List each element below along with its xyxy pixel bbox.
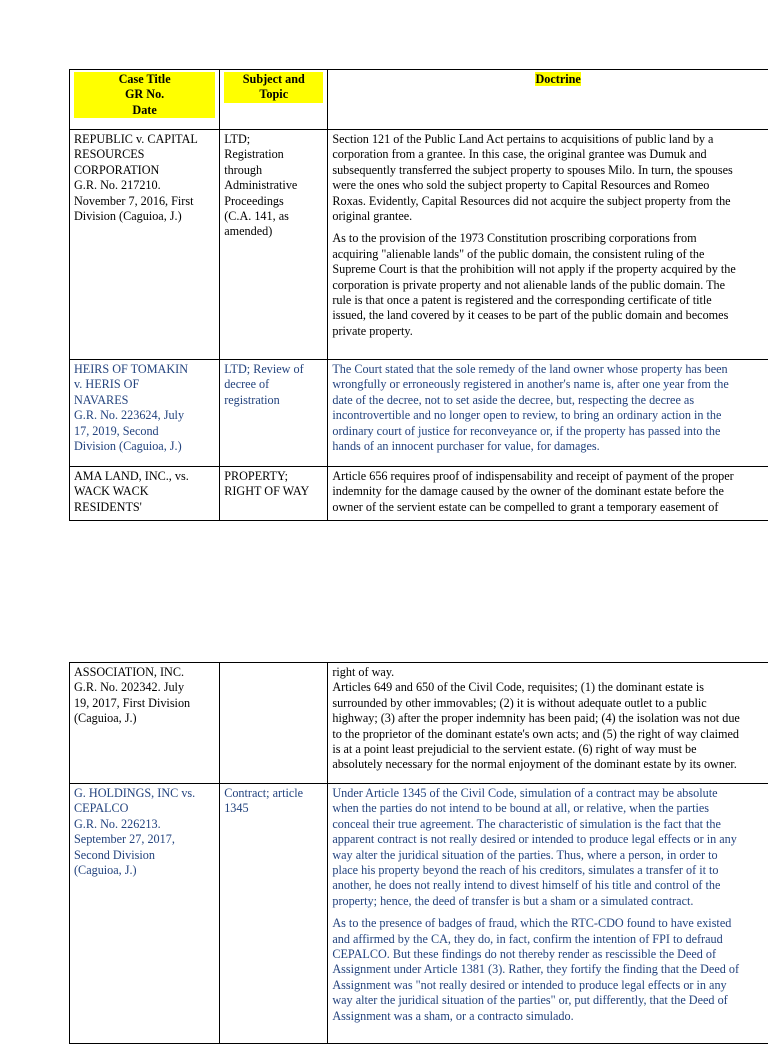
case-row <box>70 467 768 521</box>
cell-line: Assignment was "not really desired or intended to produce legal effects or in any <box>332 978 768 993</box>
cell-line: Supreme Court is that the prohibition will not apply if the property acquired by the <box>332 262 768 277</box>
case-title-cell <box>70 784 220 1044</box>
cell-line: hands of an innocent purchaser for value, for damages. <box>332 439 768 454</box>
case-row <box>70 360 768 467</box>
cell-line: G.R. No. 223624, July <box>74 408 215 423</box>
header-subject <box>220 70 328 130</box>
header-case-title-text: Case Title <box>74 72 215 87</box>
cell-line: way alter the juridical situation of the parties. Thus, where a person, in order to <box>332 848 768 863</box>
cell-line: place his property beyond the reach of his creditors, simulates a transfer of it to <box>332 863 768 878</box>
subject-topic-cell <box>220 467 328 521</box>
case-title-cell <box>70 130 220 360</box>
cell-line: rule is that once a patent is registered and the corresponding certificate of title <box>332 293 768 308</box>
cell-line: conceal their true agreement. The characteristic of simulation is the fact that the <box>332 817 768 832</box>
doctrine-paragraph <box>332 362 768 454</box>
cell-line: Assignment under Article 1381 (3). Rather, they fortify the finding that the Deed of <box>332 962 768 977</box>
doctrine-paragraph <box>332 132 768 224</box>
cell-line: LTD; <box>224 132 323 147</box>
case-title-cell <box>70 467 220 521</box>
cell-line: Articles 649 and 650 of the Civil Code, requisites; (1) the dominant estate is <box>332 680 768 695</box>
cell-line: (C.A. 141, as <box>224 209 323 224</box>
cell-line: (Caguioa, J.) <box>74 711 215 726</box>
cell-line: Article 656 requires proof of indispensability and receipt of payment of the proper <box>332 469 768 484</box>
doctrine-paragraph <box>332 231 768 339</box>
cell-line: right of way. <box>332 665 768 680</box>
cell-line: private property. <box>332 324 768 339</box>
cell-line: LTD; Review of <box>224 362 323 377</box>
cell-line: Registration <box>224 147 323 162</box>
cell-line: G.R. No. 202342. July <box>74 680 215 695</box>
doctrine-cell <box>328 663 768 784</box>
cell-line: PROPERTY; <box>224 469 323 484</box>
case-row <box>70 130 768 360</box>
doctrine-paragraph <box>332 469 768 515</box>
cell-line: date of the decree, not to set aside the decree, but, respecting the decree as <box>332 393 768 408</box>
cell-line: is at a point least prejudicial to the servient estate. (6) right of way must be <box>332 742 768 757</box>
cell-line: November 7, 2016, First <box>74 194 215 209</box>
cell-line: v. HERIS OF <box>74 377 215 392</box>
cell-line: when the parties do not intend to be bound at all, or relative, when the parties <box>332 801 768 816</box>
cell-line: way alter the juridical situation of the parties" or, put differently, that the Deed of <box>332 993 768 1008</box>
header-doctrine-text: Doctrine <box>535 72 580 86</box>
header-row <box>70 70 768 130</box>
cell-line: corporation from a grantee. In this case, the original grantee was Dumuk and <box>332 147 768 162</box>
cell-line: Proceedings <box>224 194 323 209</box>
doctrine-cell <box>328 130 768 360</box>
cell-line: another, he does not really intend to divest himself of his title and control of the <box>332 878 768 893</box>
subject-topic-cell <box>220 130 328 360</box>
cell-line: September 27, 2017, <box>74 832 215 847</box>
cell-line: through <box>224 163 323 178</box>
cell-line: 19, 2017, First Division <box>74 696 215 711</box>
doctrine-paragraph <box>332 916 768 1024</box>
cell-line: were the ones who sold the subject property to Capital Resources and Romeo <box>332 178 768 193</box>
cell-line: surrounded by other immovables; (2) it is without adequate outlet to a public <box>332 696 768 711</box>
cell-line: Second Division <box>74 848 215 863</box>
subject-topic-cell <box>220 663 328 784</box>
case-row <box>70 784 768 1044</box>
cell-line: HEIRS OF TOMAKIN <box>74 362 215 377</box>
cell-line: CORPORATION <box>74 163 215 178</box>
cell-line: Section 121 of the Public Land Act pertains to acquisitions of public land by a <box>332 132 768 147</box>
cell-line: Contract; article <box>224 786 323 801</box>
cell-line: highway; (3) after the proper indemnity has been paid; (4) the isolation was not due <box>332 711 768 726</box>
cell-line: As to the provision of the 1973 Constitution proscribing corporations from <box>332 231 768 246</box>
cell-line: decree of <box>224 377 323 392</box>
cell-line: RIGHT OF WAY <box>224 484 323 499</box>
cell-line: The Court stated that the sole remedy of the land owner whose property has been <box>332 362 768 377</box>
cell-line: 1345 <box>224 801 323 816</box>
cell-line: ASSOCIATION, INC. <box>74 665 215 680</box>
header-date-text: Date <box>74 103 215 118</box>
cell-line: property; hence, the deed of transfer is but a sham or a simulated contract. <box>332 894 768 909</box>
doctrine-cell <box>328 467 768 521</box>
header-subject-text: Subject and <box>224 72 323 87</box>
cell-line: ordinary court of justice for reconveyance or, if the property has passed into the <box>332 424 768 439</box>
case-title-cell <box>70 360 220 467</box>
cell-line: CEPALCO. But these findings do not thereby render as rescissible the Deed of <box>332 947 768 962</box>
cell-line: As to the presence of badges of fraud, which the RTC-CDO found to have existed <box>332 916 768 931</box>
cell-line: G.R. No. 226213. <box>74 817 215 832</box>
cell-line: Assignment was a sham, or a contracto simulado. <box>332 1009 768 1024</box>
subject-topic-cell <box>220 360 328 467</box>
cell-line: acquiring "alienable lands" of the public domain, the consistent ruling of the <box>332 247 768 262</box>
doctrine-cell <box>328 360 768 467</box>
cell-line: Roxas. Evidently, Capital Resources did not acquire the subject property from the <box>332 194 768 209</box>
cell-line: Under Article 1345 of the Civil Code, simulation of a contract may be absolute <box>332 786 768 801</box>
cell-line: indemnity for the damage caused by the owner of the dominant estate before the <box>332 484 768 499</box>
cell-line: apparent contract is not really desired or intended to produce legal effects or in any <box>332 832 768 847</box>
cell-line: 17, 2019, Second <box>74 424 215 439</box>
cell-line: Division (Caguioa, J.) <box>74 439 215 454</box>
cell-line: amended) <box>224 224 323 239</box>
cell-line: issued, the land covered by it ceases to be part of the public domain and becomes <box>332 308 768 323</box>
cell-line: CEPALCO <box>74 801 215 816</box>
cell-line: (Caguioa, J.) <box>74 863 215 878</box>
cell-line: to the proprietor of the dominant estate's own acts; and (5) the right of way claimed <box>332 727 768 742</box>
case-row <box>70 663 768 784</box>
cell-line: RESIDENTS' <box>74 500 215 515</box>
header-doctrine <box>328 70 768 130</box>
cell-line: AMA LAND, INC., vs. <box>74 469 215 484</box>
cell-line: RESOURCES <box>74 147 215 162</box>
header-topic-text: Topic <box>224 87 323 102</box>
doctrine-cell <box>328 784 768 1044</box>
cell-line: G. HOLDINGS, INC vs. <box>74 786 215 801</box>
doctrine-paragraph <box>332 786 768 909</box>
cell-line: REPUBLIC v. CAPITAL <box>74 132 215 147</box>
cell-line: incontrovertible and no longer open to review, to bring an ordinary action in the <box>332 408 768 423</box>
cell-line: original grantee. <box>332 209 768 224</box>
cell-line: Division (Caguioa, J.) <box>74 209 215 224</box>
case-title-cell <box>70 663 220 784</box>
case-table-page-1 <box>69 69 768 521</box>
case-table-page-2 <box>69 662 768 1044</box>
cell-line: NAVARES <box>74 393 215 408</box>
cell-line: Administrative <box>224 178 323 193</box>
cell-line: absolutely necessary for the normal enjoyment of the dominant estate by its owner. <box>332 757 768 772</box>
cell-line: owner of the servient estate can be compelled to grant a temporary easement of <box>332 500 768 515</box>
cell-line: G.R. No. 217210. <box>74 178 215 193</box>
cell-line: corporation is private property and not alienable lands of the public domain. The <box>332 278 768 293</box>
cell-line: wrongfully or erroneously registered in another's name is, after one year from the <box>332 377 768 392</box>
cell-line: subsequently transferred the subject property to spouses Milo. In turn, the spouses <box>332 163 768 178</box>
header-case-title <box>70 70 220 130</box>
doctrine-paragraph <box>332 665 768 773</box>
cell-line: and affirmed by the CA, they do, in fact, confirm the intention of FPI to defraud <box>332 932 768 947</box>
cell-line: WACK WACK <box>74 484 215 499</box>
subject-topic-cell <box>220 784 328 1044</box>
header-gr-no-text: GR No. <box>74 87 215 102</box>
cell-line: registration <box>224 393 323 408</box>
